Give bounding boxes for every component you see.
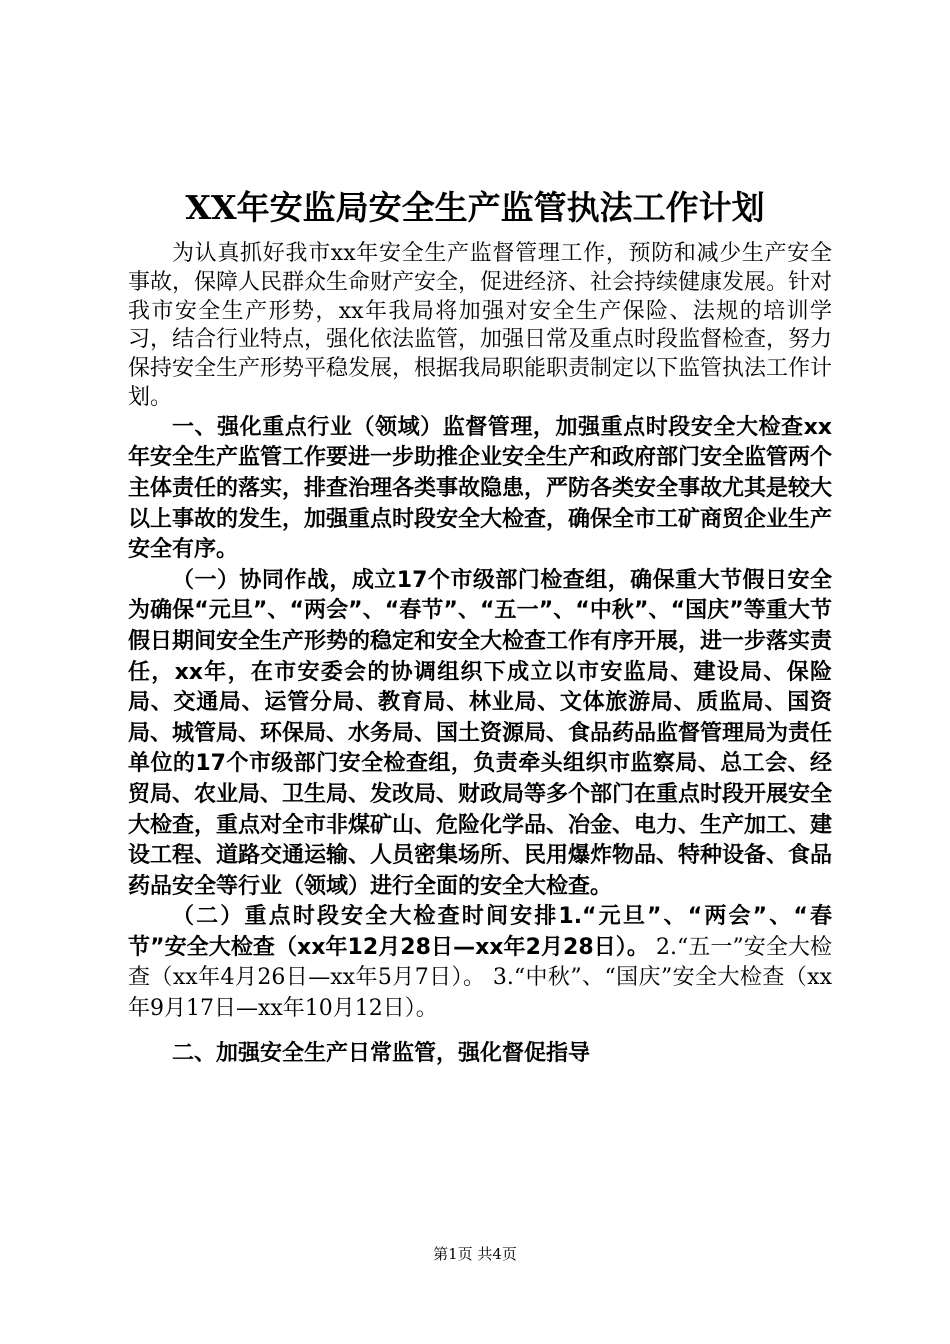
page-footer: 第1页 共4页 [433, 1245, 517, 1263]
intro-paragraph: 为认真抓好我市xx年安全生产监督管理工作，预防和减少生产安全事故，保障人民群众生命财产安全，促进经济、社会持续健康发展。针对我市安全生产形势，xx年我局将加强对安全生产保险、法规的培训学习，结合行业特点，强化依法监管，加强日常及重点时段监督检查，努力保持安全生产形势平稳发展，根据我局职能职责制定以下监管执法工作计划。 [128, 241, 833, 410]
document-body [128, 240, 832, 1069]
section-one-paragraph: 一、强化重点行业（领域）监督管理，加强重点时段安全大检查xx年安全生产监管工作要进一步助推企业安全生产和政府部门安全监管两个主体责任的落实，排查治理各类事故隐患，严防各类安全事故尤其是较大以上事故的发生，加强重点时段安全大检查，确保全市工矿商贸企业生产安全有序。 [128, 414, 833, 563]
subsection-two-schedule: 2.“五一”安全大检查（xx年4月26日—xx年5月7日）。 3.“中秋”、“国庆”安全大检查（xx年9月17日—xx年10月12日）。 [128, 934, 832, 1022]
subsection-two-lead: （二）重点时段安全大检查时间安排1.“元旦”、“两会”、“春节”安全大检查（xx年12月28日—xx年2月28日）。 [128, 904, 832, 960]
document-title: XX年安监局安全生产监管执法工作计划 [185, 188, 765, 227]
subsection-one-paragraph: （一）协同作战，成立17个市级部门检查组，确保重大节假日安全为确保“元旦”、“两会”、“春节”、“五一”、“中秋”、“国庆”等重大节假日期间安全生产形势的稳定和安全大检查工作有序开展，进一步落实责任，xx年，在市安委会的协调组织下成立以市安监局、建设局、保险局、交通局、运管分局、教育局、林业局、文体旅游局、质监局、国资局、城管局、环保局、水务局、国土资源局、食品药品监督管理局为责任单位的17个市级部门安全检查组，负责牵头组织市监察局、总工会、经贸局、农业局、卫生局、发改局、财政局等多个部门在重点时段开展安全大检查，重点对全市非煤矿山、危险化学品、冶金、电力、生产加工、建设工程、道路交通运输、人员密集场所、民用爆炸物品、特种设备、食品药品安全等行业（领域）进行全面的安全大检查。 [128, 567, 833, 899]
section-two-heading: 二、加强安全生产日常监管，强化督促指导 [172, 1040, 591, 1066]
subsection-two-paragraph [128, 902, 832, 1024]
